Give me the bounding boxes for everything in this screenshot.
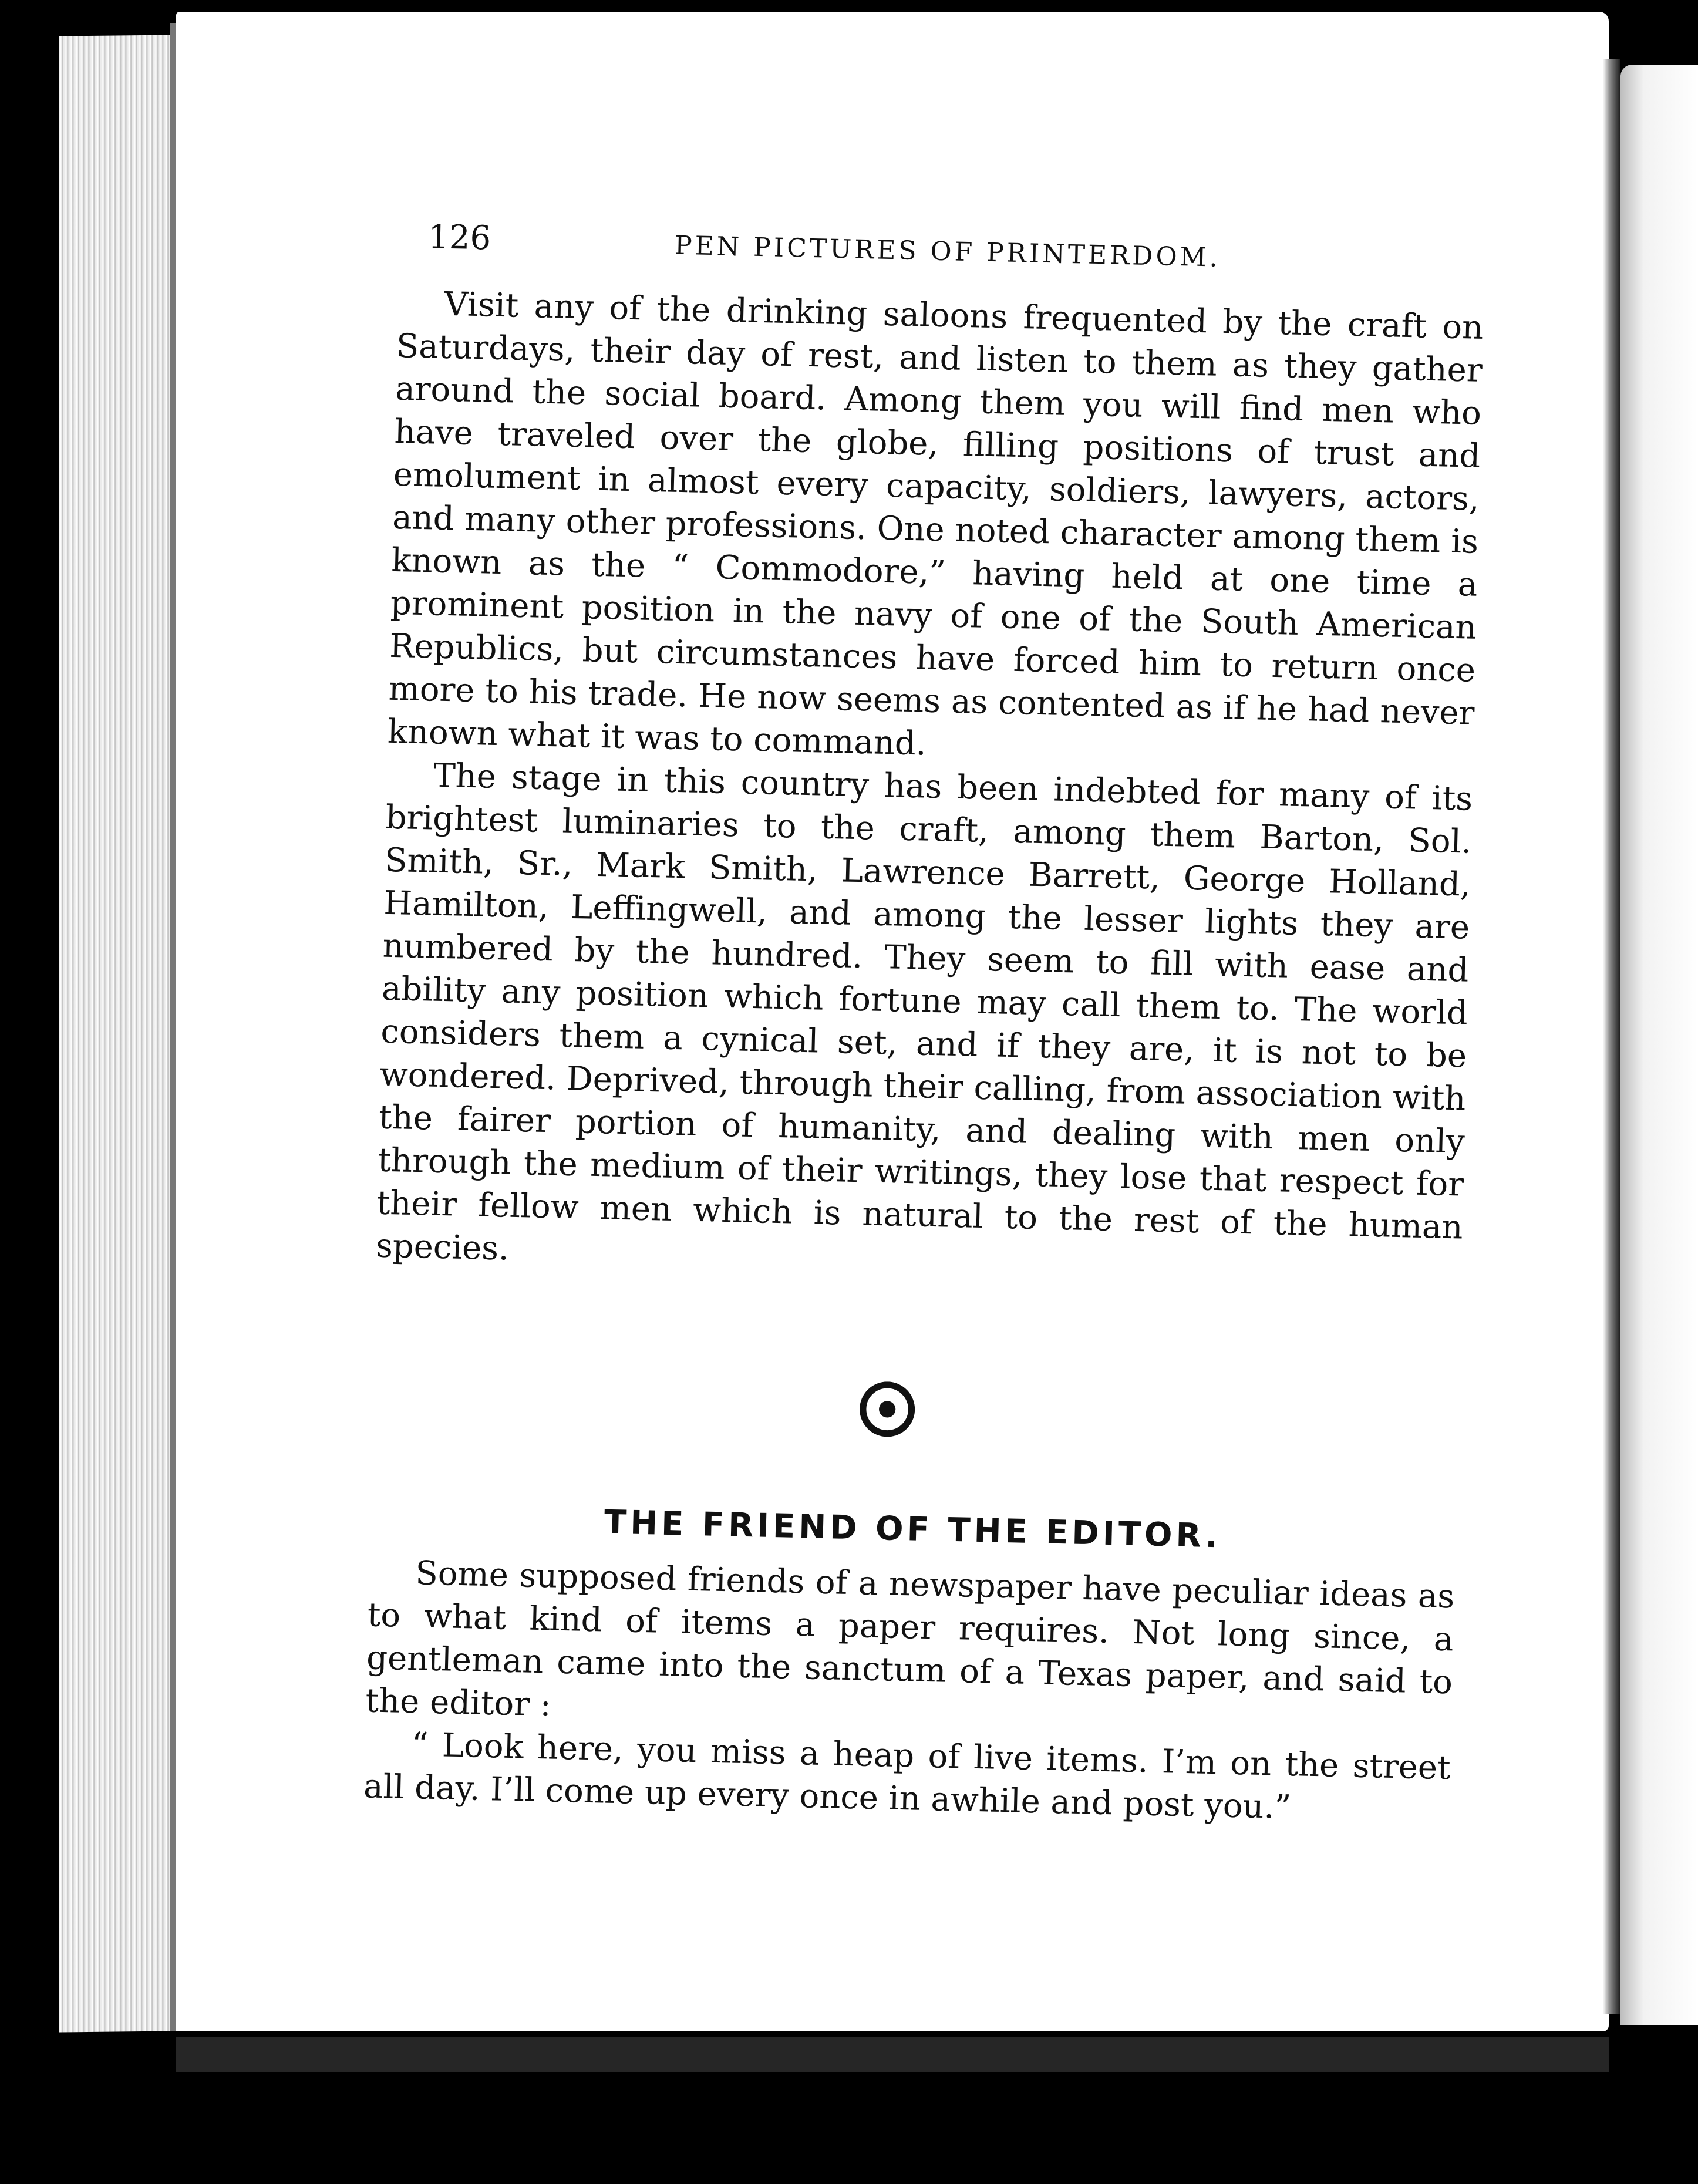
running-title: PEN PICTURES OF PRINTERDOM. <box>674 230 1221 273</box>
paragraph-friends: Some supposed friends of a newspaper have peculiar ideas as to what kind of items a paper requires. Not long since, a gentleman came into the sanctum of a Texas paper, and said to the editor : <box>365 1554 1455 1724</box>
paragraph-stage: The stage in this country has been indebted for many of its brightest luminaries to the craft, among them Barton, Sol. Smith, Sr., Mark Smith, Lawrence Barrett, George Holland, Hamilton, Leffingwell, and among the lesser lights they are numbered by the hundred. They seem to fill with ease and ability any position which fortune may call them to. The world considers them a cynical set, and if they are, it is not to be wondered. Deprived, through their calling, from association with the fairer portion of humanity, and dealing with men only through the medium of their writings, they lose that respect for their fellow men which is natural to the rest of the human species. <box>375 756 1473 1268</box>
paragraph-quote: “ Look here, you miss a heap of live items. I’m on the street all day. I’ll come up every once in awhile and post you.” <box>363 1725 1451 1827</box>
page-number: 126 <box>427 218 491 258</box>
paragraph-saloons: Visit any of the drinking saloons frequented by the craft on Saturdays, their day of rest, and listen to them as they gather around the social board. Among them you will find men who have traveled over the globe, filling positions of trust and emolument in almost every capacity, soldiers, lawyers, actors, and many other professions. One noted character among them is known as the “ Commodore,” having held at one time a prominent position in the navy of one of the South American Republics, but circumstances have forced him to return once more to his trade. He now seems as contented as if he had never known what it was to command. <box>387 285 1484 763</box>
gutter-fold <box>1603 59 1620 2014</box>
bullseye-ornament-icon <box>859 1381 915 1437</box>
section-title: THE FRIEND OF THE EDITOR. <box>604 1503 1222 1556</box>
bottom-edge <box>176 2037 1609 2072</box>
facing-page-edge <box>1620 65 1698 2025</box>
page-text <box>363 217 1485 1832</box>
